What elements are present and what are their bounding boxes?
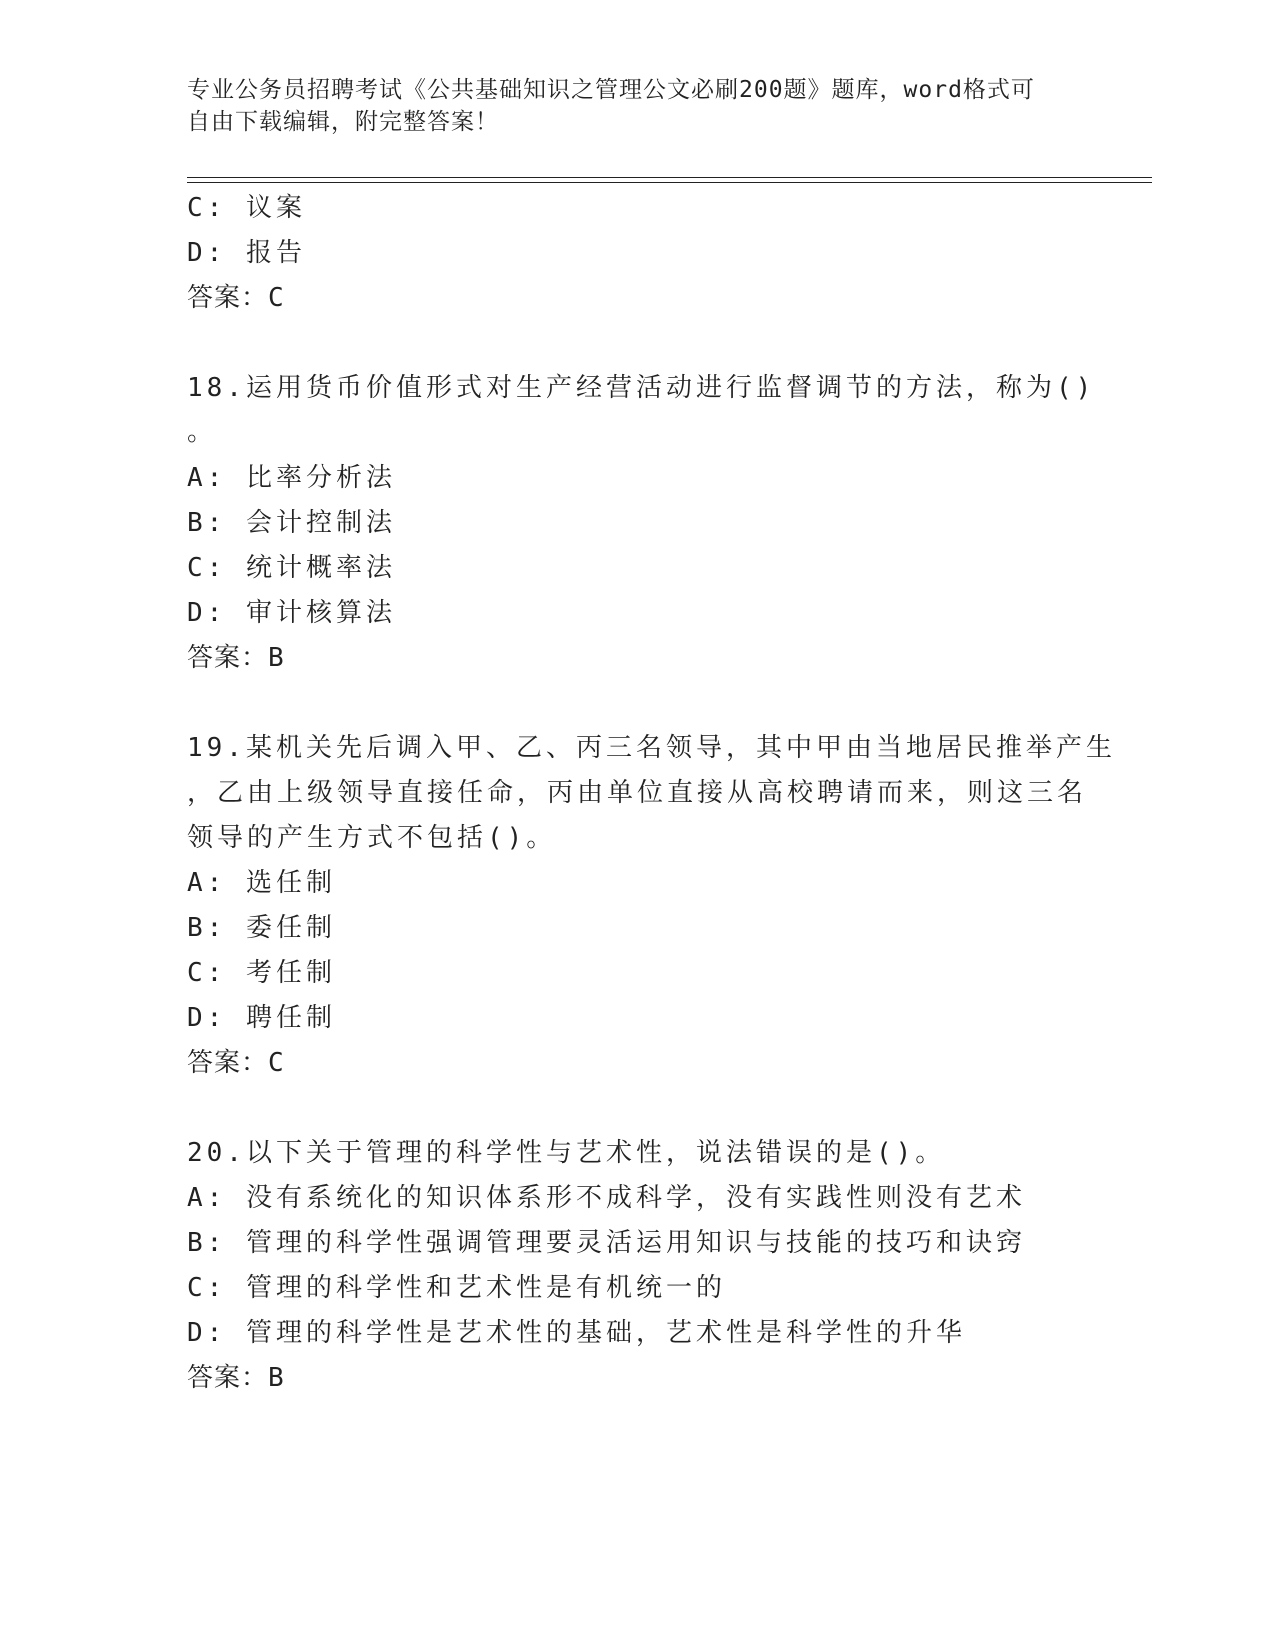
q18-option-c: C: 统计概率法 bbox=[187, 553, 396, 583]
q19-stem-line-2: ，乙由上级领导直接任命，丙由单位直接从高校聘请而来，则这三名 bbox=[187, 778, 1088, 808]
q20-answer: 答案：B bbox=[187, 1363, 285, 1393]
header-line-2: 自由下载编辑，附完整答案！ bbox=[187, 109, 499, 135]
q17-option-c: C: 议案 bbox=[187, 193, 306, 223]
q17-answer: 答案：C bbox=[187, 283, 285, 313]
header-rule-top bbox=[187, 177, 1152, 178]
q19-answer: 答案：C bbox=[187, 1048, 285, 1078]
header-rule-bottom bbox=[187, 182, 1152, 183]
header-line-1: 专业公务员招聘考试《公共基础知识之管理公文必刷200题》题库，word格式可 bbox=[187, 77, 1035, 103]
q20-option-d: D: 管理的科学性是艺术性的基础，艺术性是科学性的升华 bbox=[187, 1318, 966, 1348]
q18-option-d: D: 审计核算法 bbox=[187, 598, 396, 628]
page-header bbox=[187, 74, 1067, 138]
q19-stem-line-1: 19.某机关先后调入甲、乙、丙三名领导，其中甲由当地居民推举产生 bbox=[187, 733, 1116, 763]
q17-option-d: D: 报告 bbox=[187, 238, 306, 268]
q18-stem-line-2: 。 bbox=[187, 417, 218, 447]
q18-option-b: B: 会计控制法 bbox=[187, 508, 396, 538]
q18-answer: 答案：B bbox=[187, 643, 285, 673]
q19-option-b: B: 委任制 bbox=[187, 913, 336, 943]
q20-option-c: C: 管理的科学性和艺术性是有机统一的 bbox=[187, 1273, 726, 1303]
q19-option-a: A: 选任制 bbox=[187, 868, 336, 898]
q18-option-a: A: 比率分析法 bbox=[187, 463, 396, 493]
q19-option-c: C: 考任制 bbox=[187, 958, 336, 988]
q20-option-a: A: 没有系统化的知识体系形不成科学，没有实践性则没有艺术 bbox=[187, 1183, 1026, 1213]
q20-option-b: B: 管理的科学性强调管理要灵活运用知识与技能的技巧和诀窍 bbox=[187, 1228, 1026, 1258]
q20-stem-line-1: 20.以下关于管理的科学性与艺术性，说法错误的是()。 bbox=[187, 1138, 946, 1168]
q18-stem-line-1: 18.运用货币价值形式对生产经营活动进行监督调节的方法，称为() bbox=[187, 373, 1096, 403]
q19-stem-line-3: 领导的产生方式不包括()。 bbox=[187, 823, 557, 853]
q19-option-d: D: 聘任制 bbox=[187, 1003, 336, 1033]
